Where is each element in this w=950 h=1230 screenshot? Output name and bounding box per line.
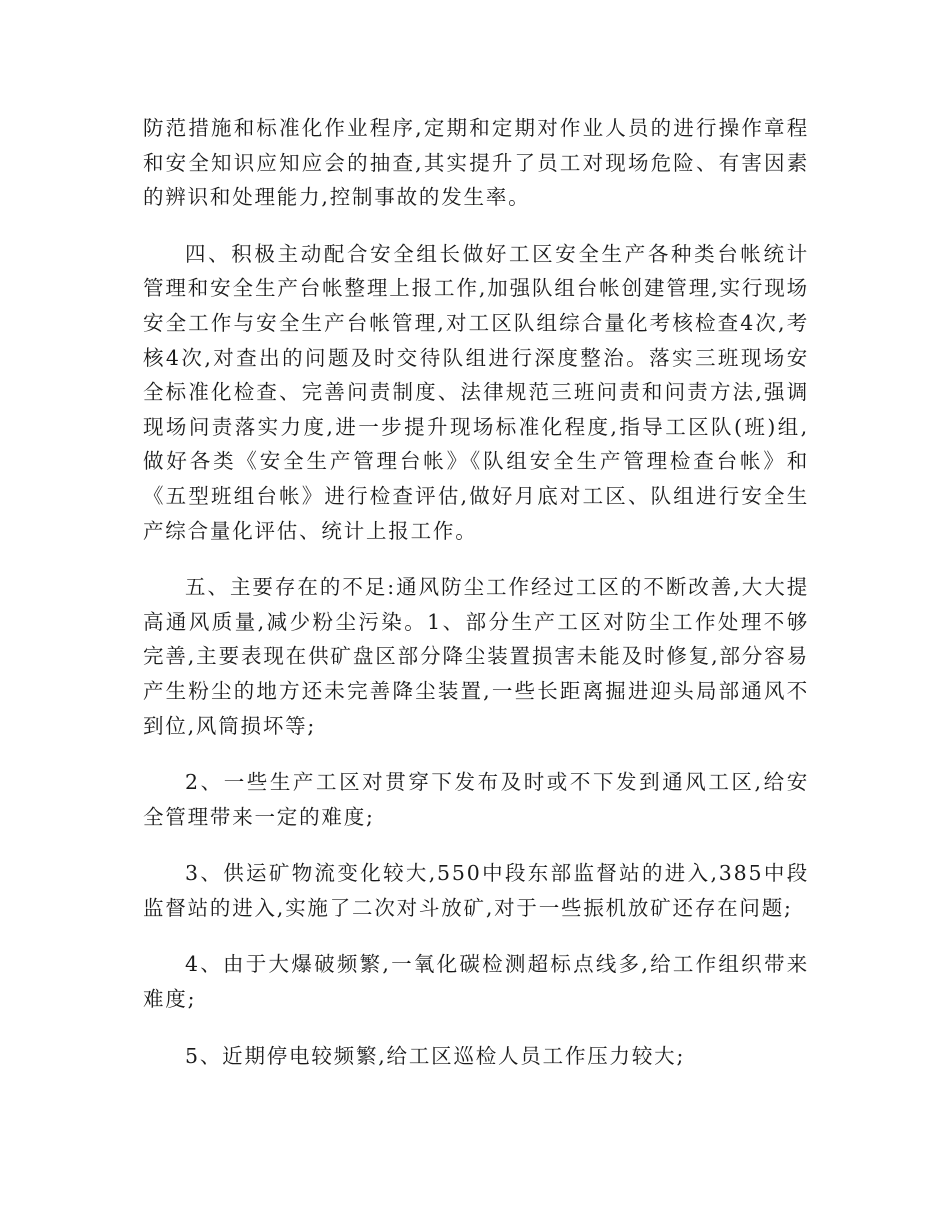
paragraph-2: 四、积极主动配合安全组长做好工区安全生产各种类台帐统计管理和安全生产台帐整理上报工作,加强队组台帐创建管理,实行现场安全工作与安全生产台帐管理,对工区队组综合量化考核检查4次,考核4次,对查出的问题及时交待队组进行深度整治。落实三班现场安全标准化检查、完善问责制度、法律规范三班问责和问责方法,强调现场问责落实力度,进一步提升现场标准化程度,指导工区队(班)组,做好各类《安全生产管理台帐》《队组安全生产管理检查台帐》和《五型班组台帐》进行检查评估,做好月底对工区、队组进行安全生产综合量化评估、统计上报工作。 (143, 241, 809, 543)
paragraph-6: 4、由于大爆破频繁,一氧化碳检测超标点线多,给工作组织带来难度; (143, 952, 809, 1012)
paragraph-4: 2、一些生产工区对贯穿下发布及时或不下发到通风工区,给安全管理带来一定的难度; (143, 770, 809, 829)
paragraph-1: 防范措施和标准化作业程序,定期和定期对作业人员的进行操作章程和安全知识应知应会的抽查,其实提升了员工对现场危险、有害因素的辨识和处理能力,控制事故的发生率。 (143, 116, 809, 210)
paragraph-3: 五、主要存在的不足:通风防尘工作经过工区的不断改善,大大提高通风质量,减少粉尘污染。1、部分生产工区对防尘工作处理不够完善,主要表现在供矿盘区部分降尘装置损害未能及时修复,部分容易产生粉尘的地方还未完善降尘装置,一些长距离掘进迎头局部通风不到位,风筒损坏等; (143, 575, 809, 738)
paragraph-5: 3、供运矿物流变化较大,550中段东部监督站的进入,385中段监督站的进入,实施了二次对斗放矿,对于一些振机放矿还存在问题; (143, 861, 809, 920)
paragraph-7: 5、近期停电较频繁,给工区巡检人员工作压力较大; (185, 1043, 686, 1068)
document-body (143, 111, 809, 1095)
